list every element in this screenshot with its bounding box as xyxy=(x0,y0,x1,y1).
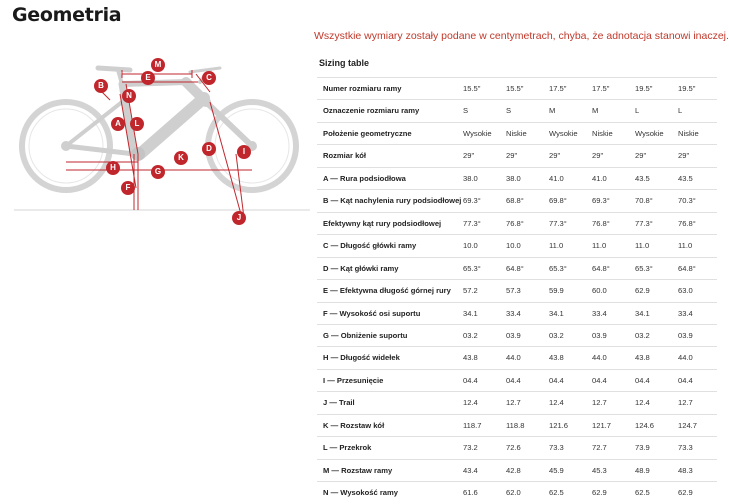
row-label: C — Długość główki ramy xyxy=(317,235,459,257)
table-cell: 19.5" xyxy=(674,78,717,100)
table-cell: 57.2 xyxy=(459,280,502,302)
table-cell: 121.6 xyxy=(545,414,588,436)
table-cell: 73.2 xyxy=(459,437,502,459)
table-cell: 04.4 xyxy=(631,369,674,391)
marker-l: L xyxy=(130,117,144,131)
row-label: K — Rozstaw kół xyxy=(317,414,459,436)
marker-a: A xyxy=(111,117,125,131)
table-cell: 03.9 xyxy=(674,324,717,346)
table-cell: 45.9 xyxy=(545,459,588,481)
table-cell: 04.4 xyxy=(459,369,502,391)
table-row xyxy=(317,145,717,167)
table-cell: 73.3 xyxy=(674,437,717,459)
marker-b: B xyxy=(94,79,108,93)
marker-j: J xyxy=(232,211,246,225)
table-cell: 62.5 xyxy=(631,482,674,504)
table-cell: 38.0 xyxy=(502,167,545,189)
table-cell: Niskie xyxy=(588,122,631,144)
table-cell: 11.0 xyxy=(674,235,717,257)
table-cell: 17.5" xyxy=(588,78,631,100)
table-row xyxy=(317,414,717,436)
table-cell: 48.3 xyxy=(674,459,717,481)
table-cell: 04.4 xyxy=(674,369,717,391)
table-cell: 70.3° xyxy=(674,190,717,212)
sizing-table-body xyxy=(317,78,717,504)
row-label: Oznaczenie rozmiaru ramy xyxy=(317,100,459,122)
table-row xyxy=(317,190,717,212)
table-cell: 65.3° xyxy=(631,257,674,279)
table-cell: 64.8° xyxy=(674,257,717,279)
table-row xyxy=(317,167,717,189)
table-row xyxy=(317,122,717,144)
marker-d: D xyxy=(202,142,216,156)
table-cell: 62.9 xyxy=(588,482,631,504)
table-row xyxy=(317,324,717,346)
table-cell: 62.9 xyxy=(674,482,717,504)
table-cell: 43.8 xyxy=(545,347,588,369)
table-row xyxy=(317,100,717,122)
table-cell: 38.0 xyxy=(459,167,502,189)
table-cell: 29" xyxy=(502,145,545,167)
table-cell: 29" xyxy=(631,145,674,167)
table-row xyxy=(317,280,717,302)
marker-i: I xyxy=(237,145,251,159)
table-cell: 44.0 xyxy=(502,347,545,369)
table-cell: 64.8° xyxy=(588,257,631,279)
table-cell: 29" xyxy=(459,145,502,167)
table-row xyxy=(317,459,717,481)
table-cell: 03.9 xyxy=(502,324,545,346)
row-label: F — Wysokość osi suportu xyxy=(317,302,459,324)
marker-h: H xyxy=(106,161,120,175)
sizing-table-title: Sizing table xyxy=(319,58,370,68)
marker-n: N xyxy=(122,89,136,103)
table-cell: 12.4 xyxy=(545,392,588,414)
table-cell: 121.7 xyxy=(588,414,631,436)
marker-g: G xyxy=(151,165,165,179)
table-cell: 45.3 xyxy=(588,459,631,481)
table-cell: 03.9 xyxy=(588,324,631,346)
table-cell: 62.9 xyxy=(631,280,674,302)
row-label: Położenie geometryczne xyxy=(317,122,459,144)
table-cell: 12.7 xyxy=(674,392,717,414)
table-cell: 65.3° xyxy=(459,257,502,279)
table-cell: L xyxy=(674,100,717,122)
table-cell: 41.0 xyxy=(588,167,631,189)
table-cell: 04.4 xyxy=(588,369,631,391)
table-cell: 33.4 xyxy=(502,302,545,324)
table-cell: 34.1 xyxy=(545,302,588,324)
table-cell: 03.2 xyxy=(545,324,588,346)
table-cell: 43.8 xyxy=(459,347,502,369)
table-row xyxy=(317,392,717,414)
row-label: G — Obniżenie suportu xyxy=(317,324,459,346)
table-cell: 44.0 xyxy=(674,347,717,369)
sizing-section xyxy=(317,50,717,504)
table-cell: 62.5 xyxy=(545,482,588,504)
table-cell: 44.0 xyxy=(588,347,631,369)
table-cell: Niskie xyxy=(674,122,717,144)
row-label: Rozmiar kół xyxy=(317,145,459,167)
table-cell: 15.5" xyxy=(502,78,545,100)
table-cell: 118.7 xyxy=(459,414,502,436)
table-cell: 33.4 xyxy=(588,302,631,324)
table-cell: 29" xyxy=(545,145,588,167)
table-cell: 62.0 xyxy=(502,482,545,504)
table-cell: 70.8° xyxy=(631,190,674,212)
row-label: H — Długość widełek xyxy=(317,347,459,369)
table-cell: 19.5" xyxy=(631,78,674,100)
table-cell: 59.9 xyxy=(545,280,588,302)
table-cell: 43.5 xyxy=(631,167,674,189)
table-cell: 76.8° xyxy=(502,212,545,234)
table-cell: 29" xyxy=(588,145,631,167)
table-cell: M xyxy=(588,100,631,122)
table-cell: S xyxy=(459,100,502,122)
table-cell: 68.8° xyxy=(502,190,545,212)
table-cell: L xyxy=(631,100,674,122)
table-cell: 72.7 xyxy=(588,437,631,459)
table-cell: 124.7 xyxy=(674,414,717,436)
table-cell: 60.0 xyxy=(588,280,631,302)
table-cell: 12.4 xyxy=(459,392,502,414)
row-label: A — Rura podsiodłowa xyxy=(317,167,459,189)
table-cell: 77.3° xyxy=(459,212,502,234)
table-row xyxy=(317,437,717,459)
row-label: M — Rozstaw ramy xyxy=(317,459,459,481)
table-cell: 69.3° xyxy=(459,190,502,212)
table-cell: 43.8 xyxy=(631,347,674,369)
row-label: L — Przekrok xyxy=(317,437,459,459)
table-cell: 03.2 xyxy=(631,324,674,346)
row-label: N — Wysokość ramy xyxy=(317,482,459,504)
table-cell: 04.4 xyxy=(502,369,545,391)
sizing-table xyxy=(317,77,717,504)
row-label: J — Trail xyxy=(317,392,459,414)
table-cell: 34.1 xyxy=(631,302,674,324)
table-row xyxy=(317,302,717,324)
table-cell: 12.7 xyxy=(502,392,545,414)
table-cell: 124.6 xyxy=(631,414,674,436)
table-cell: S xyxy=(502,100,545,122)
table-row xyxy=(317,78,717,100)
page-title: Geometria xyxy=(12,4,122,26)
table-cell: 03.2 xyxy=(459,324,502,346)
table-row xyxy=(317,482,717,504)
marker-c: C xyxy=(202,71,216,85)
table-cell: 12.4 xyxy=(631,392,674,414)
table-cell: 10.0 xyxy=(459,235,502,257)
table-cell: 118.8 xyxy=(502,414,545,436)
table-cell: 48.9 xyxy=(631,459,674,481)
row-label: Efektywny kąt rury podsiodłowej xyxy=(317,212,459,234)
row-label: I — Przesunięcie xyxy=(317,369,459,391)
row-label: E — Efektywna długość górnej rury xyxy=(317,280,459,302)
bike-geometry-diagram xyxy=(14,42,310,242)
table-cell: 77.3° xyxy=(545,212,588,234)
table-row xyxy=(317,235,717,257)
table-cell: 76.8° xyxy=(674,212,717,234)
marker-m: M xyxy=(151,58,165,72)
table-cell: 11.0 xyxy=(545,235,588,257)
table-cell: 73.3 xyxy=(545,437,588,459)
table-cell: 76.8° xyxy=(588,212,631,234)
table-cell: 43.5 xyxy=(674,167,717,189)
table-row xyxy=(317,369,717,391)
table-cell: 64.8° xyxy=(502,257,545,279)
marker-e: E xyxy=(141,71,155,85)
table-cell: 63.0 xyxy=(674,280,717,302)
marker-k: K xyxy=(174,151,188,165)
table-cell: 57.3 xyxy=(502,280,545,302)
table-cell: Wysokie xyxy=(459,122,502,144)
table-row xyxy=(317,212,717,234)
table-cell: 10.0 xyxy=(502,235,545,257)
table-cell: 72.6 xyxy=(502,437,545,459)
marker-f: F xyxy=(121,181,135,195)
table-cell: 69.3° xyxy=(588,190,631,212)
table-cell: 65.3° xyxy=(545,257,588,279)
table-cell: 12.7 xyxy=(588,392,631,414)
table-cell: 43.4 xyxy=(459,459,502,481)
table-row xyxy=(317,257,717,279)
table-cell: 34.1 xyxy=(459,302,502,324)
units-notice: Wszystkie wymiary zostały podane w centymetrach, chyba, że adnotacja stanowi inaczej. xyxy=(314,30,729,42)
table-cell: 42.8 xyxy=(502,459,545,481)
table-cell: M xyxy=(545,100,588,122)
table-cell: 15.5" xyxy=(459,78,502,100)
table-cell: 29" xyxy=(674,145,717,167)
table-row xyxy=(317,347,717,369)
table-cell: Wysokie xyxy=(545,122,588,144)
row-label: Numer rozmiaru ramy xyxy=(317,78,459,100)
table-cell: 11.0 xyxy=(588,235,631,257)
table-cell: 77.3° xyxy=(631,212,674,234)
table-cell: Wysokie xyxy=(631,122,674,144)
table-cell: Niskie xyxy=(502,122,545,144)
table-cell: 69.8° xyxy=(545,190,588,212)
table-cell: 11.0 xyxy=(631,235,674,257)
table-cell: 17.5" xyxy=(545,78,588,100)
table-cell: 73.9 xyxy=(631,437,674,459)
table-cell: 61.6 xyxy=(459,482,502,504)
table-cell: 33.4 xyxy=(674,302,717,324)
table-cell: 41.0 xyxy=(545,167,588,189)
row-label: D — Kąt główki ramy xyxy=(317,257,459,279)
table-cell: 04.4 xyxy=(545,369,588,391)
row-label: B — Kąt nachylenia rury podsiodłowej xyxy=(317,190,459,212)
